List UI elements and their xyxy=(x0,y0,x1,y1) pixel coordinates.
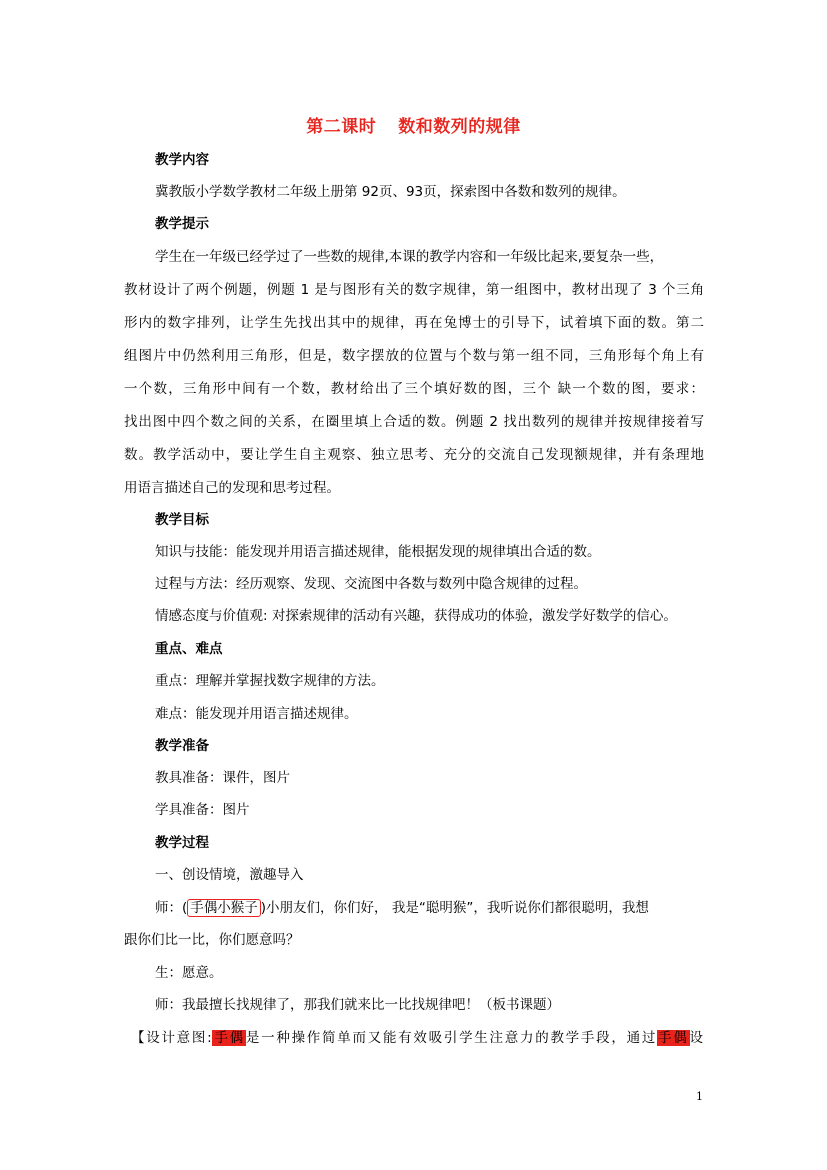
hints-line: 一个数，三角形中间有一个数，教材给出了三个填好数的图，三个 缺一个数的图，要求： xyxy=(124,381,704,397)
preparation-line: 教具准备：课件，图片 xyxy=(155,770,290,786)
hints-line: 形内的数字排列，让学生先找出其中的规律，再在兔博士的引导下，试着填下面的数。第二 xyxy=(124,315,704,331)
heading-hints: 教学提示 xyxy=(155,216,209,232)
page-number: 1 xyxy=(696,1090,703,1103)
heading-process: 教学过程 xyxy=(155,835,209,851)
highlight-puppet: 手偶 xyxy=(658,1030,689,1046)
content-text: 冀教版小学数学教材二年级上册第 92页、93页，探索图中各数和数列的规律。 xyxy=(155,184,626,200)
process-subheading: 一、创设情境，激趣导入 xyxy=(155,867,304,883)
heading-goals: 教学目标 xyxy=(155,512,209,528)
goals-line: 过程与方法：经历观察、发现、交流图中各数与数列中隐含规律的过程。 xyxy=(155,576,587,592)
keypoints-line: 重点：理解并掌握找数字规律的方法。 xyxy=(155,673,385,689)
goals-line: 情感态度与价值观: 对探索规律的活动有兴趣，获得成功的体验，激发学好数学的信心。 xyxy=(155,608,677,624)
design-intent-line: 【设计意图:手偶是一种操作简单而又能有效吸引学生注意力的教学手段，通过手偶设 xyxy=(131,1030,704,1046)
dialogue-line: 生：愿意。 xyxy=(155,965,223,981)
hints-line: 教材设计了两个例题，例题 1 是与图形有关的数字规律，第一组图中，教材出现了 3 个三角 xyxy=(124,282,704,298)
hints-line: 学生在一年级已经学过了一些数的规律,本课的教学内容和一年级比起来,要复杂一些， xyxy=(155,249,664,265)
title-lesson: 第二课时 xyxy=(306,117,377,137)
heading-keypoints: 重点、难点 xyxy=(155,641,223,657)
title-topic: 数和数列的规律 xyxy=(398,117,521,137)
preparation-line: 学具准备：图片 xyxy=(155,802,250,818)
goals-line: 知识与技能：能发现并用语言描述规律，能根据发现的规律填出合适的数。 xyxy=(155,544,601,560)
highlight-puppet: 手偶 xyxy=(212,1030,245,1046)
hints-line: 找出图中四个数之间的关系，在圈里填上合适的数。例题 2 找出数列的规律并按规律接着写 xyxy=(124,414,704,430)
dialogue-line: 师：我最擅长找规律了，那我们就来比一比找规律吧！（板书课题） xyxy=(155,997,560,1013)
page-title xyxy=(0,112,827,137)
hints-line: 组图片中仍然利用三角形，但是，数字摆放的位置与个数与第一组不同，三角形每个角上有 xyxy=(124,348,704,364)
dialogue-line: 师：( 手偶小猴子 )小朋友们，你们好， 我是“聪明猴”，我听说你们都很聪明，我想 xyxy=(155,900,649,916)
heading-preparation: 教学准备 xyxy=(155,738,209,754)
puppet-annotation: 手偶小猴子 xyxy=(187,899,261,917)
dialogue-line: 跟你们比一比，你们愿意吗？ xyxy=(124,932,300,948)
keypoints-line: 难点：能发现并用语言描述规律。 xyxy=(155,706,358,722)
heading-content: 教学内容 xyxy=(155,152,209,168)
hints-line: 数。教学活动中，要让学生自主观察、独立思考、充分的交流自己发现额规律，并有条理地 xyxy=(124,447,704,463)
hints-line: 用语言描述自己的发现和思考过程。 xyxy=(124,480,340,496)
